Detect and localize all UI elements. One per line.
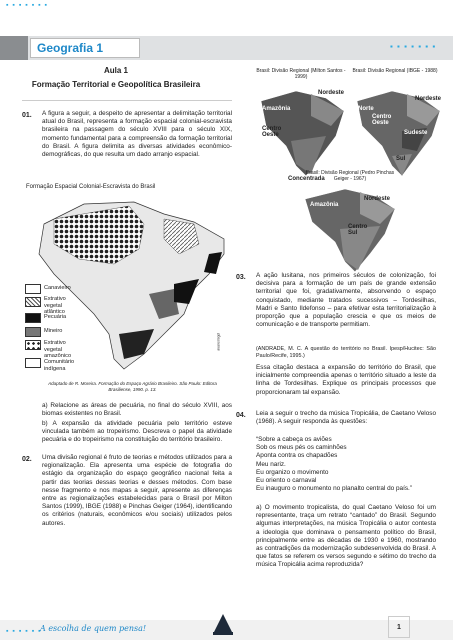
legend-pecuaria: Pecuária (44, 314, 67, 320)
legend-swatch-mineiro (25, 327, 41, 337)
top-dots: ▪ ▪ ▪ ▪ ▪ ▪ ▪ (6, 2, 49, 9)
legend-comunitario: Comunitário indígena (44, 359, 75, 372)
map1-source: Adaptado de R. Moreira. Formação do Espaço Agrário Brasileiro. São Paulo: Editora Brasiliense, 1990. p. 13. (48, 381, 217, 392)
label-centro-oeste-2: Centro Oeste (372, 114, 392, 126)
map-ibge-caption: Brasil: Divisão Regional (IBGE - 1988) (352, 68, 438, 74)
q03-text: A ação lusitana, nos primeiros séculos de colonização, foi decisiva para a formação de um país de grande extensão territorial que foi, gradativamente, absorvendo o espaço conquistado, mediante tratados sucessivos – Tordesilhas, Madri e Santo Ildefonso – para efetivar esta territorialização à proporção que a população crescia e que os meios de comunicação e de transporte permitiam. (256, 272, 436, 329)
lesson-label: Aula 1 (103, 66, 128, 75)
legend-swatch-extrativo-amazonico (25, 340, 41, 350)
label-centro-oeste-1: Centro Oeste (262, 126, 282, 138)
lesson-topic: Formação Territorial e Geopolítica Brasileira (31, 80, 201, 89)
label-centro-sul-3: Centro Sul (348, 224, 368, 236)
q01-item-b: b) A expansão da atividade pecuária pelo território esteve vinculada também ao tropeirismo. Descreva o papel da atividade pecuária e do tropeirismo na constituição do território brasileiro. (42, 420, 232, 444)
lyric-line: “Sobre a cabeça os aviões (256, 436, 332, 443)
header-right-dots: ▪ ▪ ▪ ▪ ▪ ▪ ▪ (390, 42, 437, 51)
q04-number: 04. (236, 412, 246, 419)
footer-dots: ▪ ▪ ▪ ▪ ▪ ▪ (6, 628, 42, 635)
q03-text2: Essa citação destaca a expansão do território do Brasil, que inicialmente compreendia apenas o território situado a leste da linha de Tordesilhas. Explique os principais processos que proporcionaram tal expansão. (256, 364, 436, 396)
label-nordeste-2: Nordeste (415, 96, 442, 102)
label-amazonia-3: Amazônia (310, 202, 339, 208)
legend-swatch-comunitario (25, 358, 41, 368)
map1-title: Formação Espacial Colonial-Escravista do Brasil (26, 184, 156, 190)
logo-icon (210, 612, 236, 636)
q01-number: 01. (22, 112, 32, 119)
label-norte-2: Norte (358, 106, 374, 112)
page-number: 1 (388, 616, 410, 638)
label-nordeste-3: Nordeste (364, 196, 391, 202)
q04-item-a: a) O movimento tropicalista, do qual Caetano Veloso foi um representante, traça um retrato “cantado” do Brasil. Segundo algumas interpretações, na música Tropicália o autor contesta a ideologia que dominava o pensamento político do Brasil, principalmente entre as décadas de 1930 e 1960, mostrando as contradições da modernização subdesenvolvida do Brasil. A que fatos se referem os versos segundo e sétimo do trecho da música Tropicália acima reproduzida? (256, 504, 436, 569)
lyric-line: Sob os meus pés os caminhões (256, 444, 347, 452)
label-sul-2: Sul (396, 156, 406, 162)
legend-swatch-pecuaria (25, 313, 41, 323)
legend-swatch-canavieiro (25, 284, 41, 294)
legend-canavieiro: Canavieiro (44, 285, 71, 291)
lyric-line: Eu organizo o movimento (256, 468, 329, 476)
label-concentrada-1: Concentrada (288, 176, 325, 182)
q04-lyrics (256, 436, 436, 493)
map-geiger-caption: Brasil: Divisão Regional (Pedro Pinchas Geiger - 1967) (305, 170, 395, 182)
label-sudeste-2: Sudeste (404, 130, 428, 136)
lyric-line: Eu oriento o carnaval (256, 477, 317, 485)
legend-mineiro: Mineiro (44, 328, 63, 334)
footer-slogan: A escolha de quem pensa! (40, 624, 147, 633)
lyric-line: Eu inauguro o monumento no planalto central do país.” (256, 485, 412, 493)
q04-text: Leia a seguir o trecho da música Tropicália, de Caetano Veloso (1968). A seguir responda às questões: (256, 410, 436, 426)
label-nordeste-1: Nordeste (318, 90, 345, 96)
q03-citation: (ANDRADE, M. C. A questão do território no Brasil. Ipesp/Hucitec: São Paulo/Recife, 1995.) (256, 346, 436, 359)
legend-extrativo-amazonico: Extrativo vegetal amazônico (44, 340, 72, 359)
q01-item-a: a) Relacione as áreas de pecuária, no final do século XVIII, aos biomas existentes no Brasil. (42, 402, 232, 418)
page-title: Geografia 1 (30, 38, 140, 58)
lyric-line: Meu nariz. (256, 460, 286, 468)
lyric-line: Aponta contra os chapadões (256, 452, 338, 460)
header-accent-bar (0, 36, 28, 60)
legend-swatch-extrativo-atlantico (25, 297, 41, 307)
q02-text: Uma divisão regional é fruto de teorias e métodos utilizados para a regionalização. Ela apresenta uma espécie de fotografia do estágio da organização do espaço geográfico nacional feita a partir das teorias dessas teorias e desses métodos. Com base nesse fragmento e nos mapas a seguir, apresente as diferenças entre as regionalizações estabelecidas para o Brasil por Milton Santos (1999), IBGE (1988) e Pinchas Geiger (1964), identificando os critérios (naturais, econômicos e/ou sociais) utilizados pelos autores. (42, 454, 232, 527)
map1-stamp: avares/sgd (216, 333, 221, 351)
divider (22, 100, 232, 101)
map-santos-caption: Brasil: Divisão Regional (Milton Santos - 1999) (256, 68, 346, 80)
label-amazonia-1: Amazônia (262, 106, 291, 112)
q02-number: 02. (22, 456, 32, 463)
q03-number: 03. (236, 274, 246, 281)
q01-text: A figura a seguir, a despeito de apresentar a delimitação territorial atual do Brasil, representa a formação espacial colonial-escravista brasileira na passagem do século XVIII para o século XIX, momento fundamental para a compreensão da formação territorial do Brasil. A figura delimita as diversas atividades econômico-demográficas, do que resulta um dado arranjo espacial. (42, 110, 232, 159)
legend-extrativo-atlantico: Extrativo vegetal atlântico (44, 296, 66, 315)
